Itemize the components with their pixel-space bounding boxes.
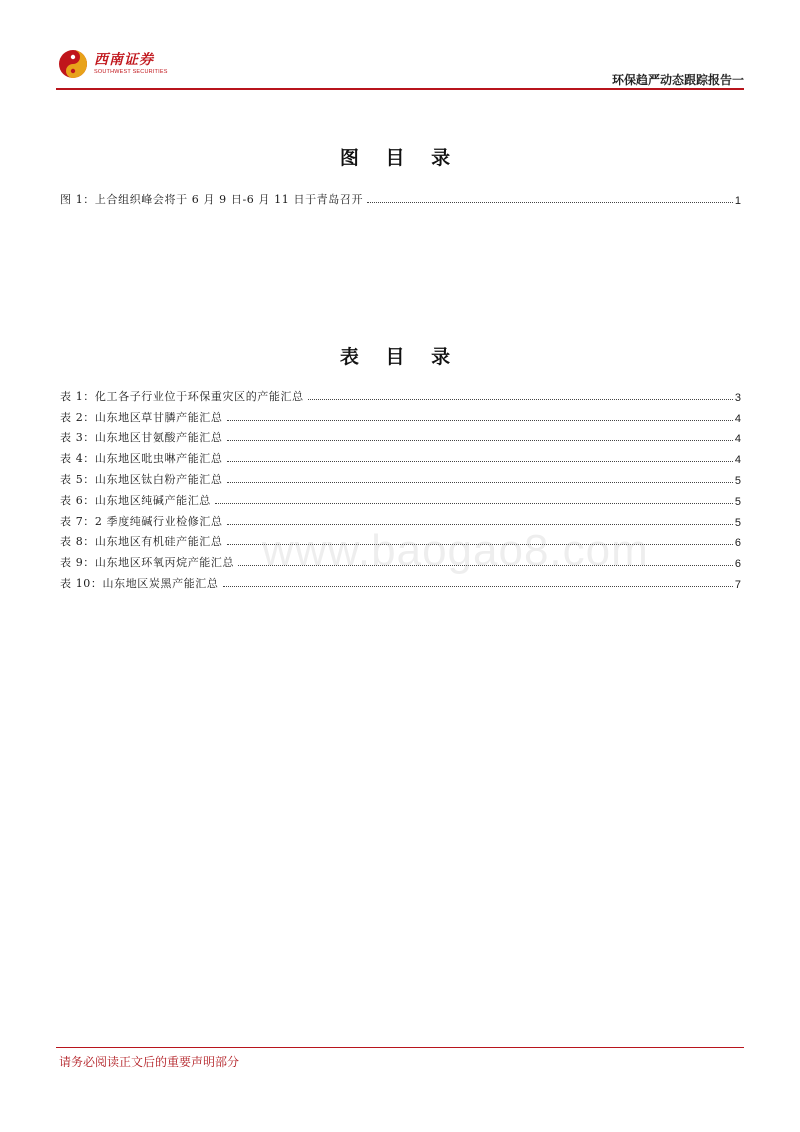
- dot-leader: [227, 524, 733, 525]
- toc-entry[interactable]: [60, 487, 741, 508]
- toc-entry-label: 表 9：山东地区环氧丙烷产能汇总: [60, 556, 235, 570]
- toc-entry-page-number: 5: [734, 474, 741, 487]
- logo-text: [94, 53, 168, 76]
- dot-leader: [227, 440, 733, 441]
- figures-toc-list: [60, 186, 741, 207]
- dot-leader: [215, 503, 733, 504]
- dot-leader: [367, 202, 733, 203]
- toc-entry[interactable]: [60, 404, 741, 425]
- watermark: www.baogao8.com: [262, 526, 649, 575]
- toc-entry-page-number: 4: [734, 433, 741, 446]
- southwest-securities-logo-icon: [58, 49, 88, 79]
- dot-leader: [227, 482, 733, 483]
- toc-entry-label: 表 5：山东地区钛白粉产能汇总: [60, 472, 223, 486]
- toc-entry[interactable]: [60, 445, 741, 466]
- toc-entry[interactable]: [60, 186, 741, 207]
- dot-leader: [227, 420, 733, 421]
- report-title: 环保趋严动态跟踪报告一: [611, 73, 744, 87]
- company-logo: [58, 47, 168, 81]
- toc-entry[interactable]: [60, 466, 741, 487]
- toc-entry-label: 表 2：山东地区草甘膦产能汇总: [60, 410, 223, 424]
- dot-leader: [308, 399, 733, 400]
- brand-name-en: SOUTHWEST SECURITIES: [94, 68, 168, 75]
- tables-toc-heading: 表 目 录: [339, 346, 461, 368]
- figures-toc-heading: 图 目 录: [339, 147, 461, 169]
- toc-entry-label: 表 6：山东地区纯碱产能汇总: [60, 493, 211, 507]
- toc-entry-page-number: 5: [734, 516, 741, 529]
- toc-entry-page-number: 4: [734, 454, 741, 467]
- dot-leader: [223, 586, 733, 587]
- toc-entry-page-number: 1: [734, 194, 741, 207]
- toc-entry-label: 表 7：2 季度纯碱行业检修汇总: [60, 514, 223, 528]
- toc-entry[interactable]: [60, 425, 741, 446]
- toc-entry-page-number: 4: [734, 412, 741, 425]
- toc-entry-label: 表 3：山东地区甘氨酸产能汇总: [60, 431, 223, 445]
- toc-entry-label: 表 4：山东地区吡虫啉产能汇总: [60, 452, 223, 466]
- toc-entry-page-number: 6: [734, 558, 741, 571]
- header-divider: [56, 88, 744, 90]
- toc-entry-page-number: 7: [734, 578, 741, 591]
- disclaimer-note: 请务必阅读正文后的重要声明部分: [59, 1055, 240, 1069]
- dot-leader: [227, 461, 733, 462]
- toc-entry[interactable]: [60, 383, 741, 404]
- toc-entry-page-number: 6: [734, 537, 741, 550]
- brand-name-cn: 西南证券: [94, 51, 154, 68]
- toc-entry-label: 表 1：化工各子行业位于环保重灾区的产能汇总: [60, 389, 304, 403]
- toc-entry-page-number: 3: [734, 391, 741, 404]
- footer-divider: [56, 1047, 744, 1048]
- toc-entry-label: 图 1：上合组织峰会将于 6 月 9 日-6 月 11 日于青岛召开: [60, 192, 364, 206]
- toc-entry-label: 表 10：山东地区炭黑产能汇总: [60, 576, 219, 590]
- toc-entry-label: 表 8：山东地区有机硅产能汇总: [60, 535, 223, 549]
- toc-entry-page-number: 5: [734, 495, 741, 508]
